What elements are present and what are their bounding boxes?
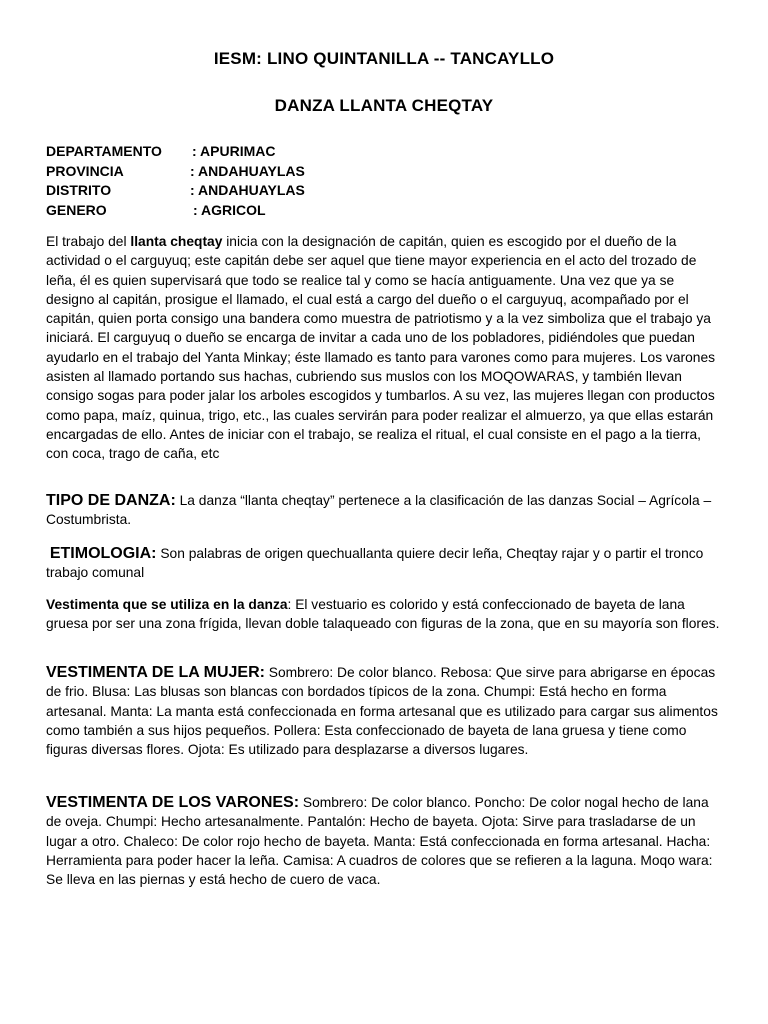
intro-text-pre: El trabajo del: [46, 234, 131, 249]
info-key: GENERO: [46, 201, 107, 218]
section-text: La danza “llanta cheqtay” pertenece a la clasificación de las danzas Social – Agrícola – Costumbrista.: [46, 493, 712, 528]
info-row-distrito: [46, 181, 305, 201]
info-block: [46, 142, 305, 220]
info-value: : AGRICOL: [193, 201, 266, 218]
section-heading: TIPO DE DANZA:: [46, 492, 176, 509]
school-title: IESM: LINO QUINTANILLA -- TANCAYLLO: [213, 49, 555, 68]
tipo-de-danza-section: [46, 491, 722, 530]
section-heading: Vestimenta que se utiliza en la danza: [46, 597, 288, 612]
section-heading: VESTIMENTA DE LA MUJER:: [46, 664, 265, 681]
section-text: Son palabras de origen quechuallanta quiere decir leña, Cheqtay rajar y o partir el tronco trabajo comunal: [46, 546, 704, 581]
vestimenta-varones-section: [46, 793, 722, 889]
info-key: DISTRITO: [46, 182, 112, 198]
section-text: : El vestuario es colorido y está confeccionado de bayeta de lana gruesa por ser una zona frígida, llevan doble talaqueado con figuras de la zona, que en su mayoría son flores.: [46, 597, 720, 632]
info-value: : ANDAHUAYLAS: [190, 182, 305, 198]
info-key: DEPARTAMENTO: [46, 143, 162, 159]
section-text: Sombrero: De color blanco. Poncho: De color nogal hecho de lana de oveja. Chumpi: Hecho artesanalmente. Pantalón: Hecho de bayeta. Ojota: Sirve para trasladarse de un lugar a otro. Chaleco: De color rojo hecho de bayeta. Manta: Está confeccionada en forma artesanal. Hacha: Herramienta para poder hacer la leña. Camisa: A cuadros de colores que se refieren a la laguna. Moqo wara: Se lleva en las piernas y está hecho de cuero de vaca.: [46, 795, 713, 888]
vestimenta-section: [46, 595, 722, 634]
intro-paragraph: [46, 232, 722, 464]
info-value: : APURIMAC: [192, 143, 276, 159]
vestimenta-mujer-section: [46, 663, 722, 759]
dance-title: DANZA LLANTA CHEQTAY: [274, 96, 494, 115]
info-row-provincia: [46, 162, 305, 182]
info-key: PROVINCIA: [46, 162, 124, 179]
intro-text-bold: llanta cheqtay: [130, 234, 223, 249]
section-heading: ETIMOLOGIA:: [49, 545, 157, 562]
section-text: Sombrero: De color blanco. Rebosa: Que sirve para abrigarse en épocas de frio. Blusa: Las blusas son blancas con bordados típicos de la zona. Chumpi: Está hecho en forma artesanal. Manta: La manta está confeccionada en forma artesanal que es utilizado para cargar sus alimentos como también a sus hijos pequeños. Pollera: Esta confeccionado de bayeta de lana gruesa y tiene como figuras diversas flores. Ojota: Es utilizado para desplazarse a diversos lugares.: [46, 665, 718, 758]
etimologia-section: [46, 544, 722, 583]
info-row-genero: [46, 201, 305, 221]
info-row-departamento: [46, 142, 305, 162]
section-heading: VESTIMENTA DE LOS VARONES:: [46, 794, 300, 811]
intro-text-post: inicia con la designación de capitán, quien es escogido por el dueño de la actividad o el carguyuq; este capitán debe ser aquel que tiene mayor experiencia en el acto del trozado de leña, él es quien supervisará que todo se realice tal y como se hacía antiguamente. Una vez que ya se designo al capitán, prosigue el llamado, el cual está a cargo del dueño o el carguyuq, acompañado por el capitán, quien porta consigo una bandera como muestra de patriotismo y a la vez simboliza que el trabajo ya iniciará. El carguyuq o dueño se encarga de invitar a cada uno de los pobladores, pidiéndoles que puedan ayudarlo en el trabajo del Yanta Minkay; éste llamado es tanto para varones como para mujeres. Los varones asisten al llamado portando sus hachas, cubriendo sus muslos con los MOQOWARAS, y también llevan consigo sogas para poder jalar los arboles escogidos y tumbarlos. A su vez, las mujeres llegan con productos como papa, maíz, quinua, trigo, etc., las cuales servirán para poder realizar el almuerzo, ya que ellas estarán encargadas de ello. Antes de iniciar con el trabajo, se realiza el ritual, el cual consiste en el pago a la tierra, con coca, trago de caña, etc: [46, 234, 716, 462]
info-value: : ANDAHUAYLAS: [190, 162, 305, 179]
